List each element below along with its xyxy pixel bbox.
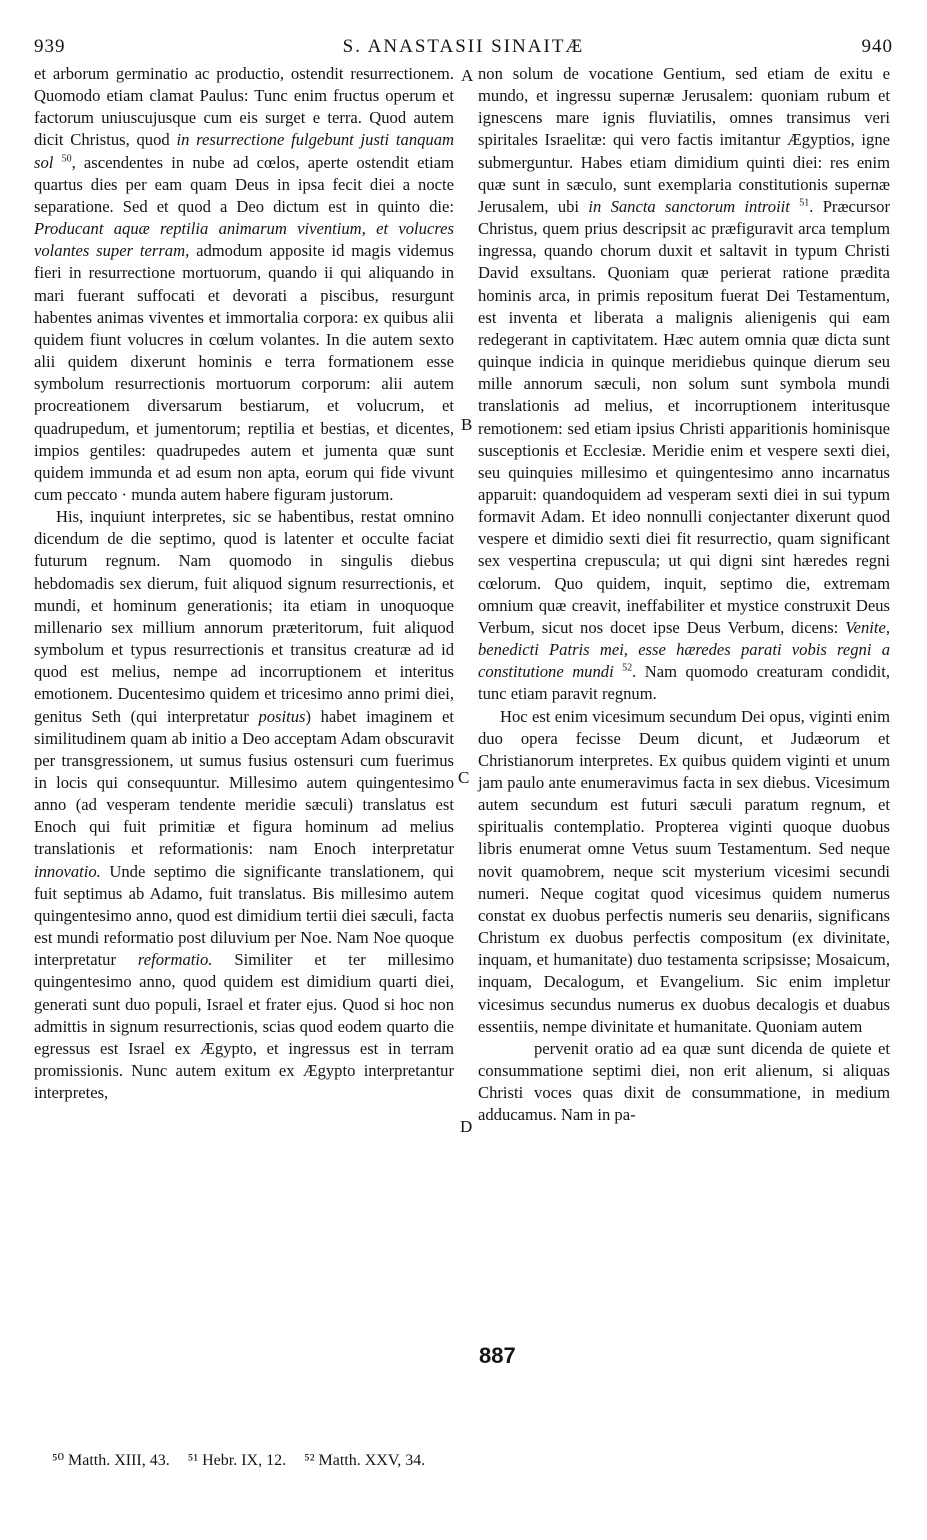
- footnote-52: ⁵² Matth. XXV, 34.: [304, 1452, 426, 1469]
- footnote-50: ⁵⁰ Matth. XIII, 43.: [52, 1452, 170, 1469]
- italic-quote: Venite, benedicti Patris mei, esse hæredes parati vobis regni a constitutione mundi: [478, 617, 890, 682]
- margin-letter-d: D: [460, 1117, 473, 1136]
- column-number-marker: 887: [479, 1343, 516, 1368]
- italic-word: innovatio.: [34, 861, 101, 881]
- italic-word: reformatio.: [137, 950, 213, 970]
- italic-word: positus: [258, 706, 306, 726]
- text-run: , ascendentes in nube ad cœlos, aperte ostendit etiam quartus dies per eam quam Deus in ipsa fecit diei a nocte separatione. Sed et quod a Deo dictum est in quinto die:: [34, 152, 454, 216]
- text-run: Hoc est enim vicesimum secundum Dei opus, viginti enim duo opera fecisse Deum dicunt, et Judæorum et Christianorum interpretes. Ex quibus quidem viginti et unum jam paulo ante enumeravimus facta in sex diebus. Vicesimum autem secundum est futuri sæculi paratum regnum, et spiritualis contemplatio. Propterea viginti quoque duobus libris enumerat omne Vetus suum Testamentum. Sed neque novit quamobrem, neque scit mysterium vicesimi secundi numeri. Neque cogitat quod vicesimus quidem numerus constat ex duobus perfectis numeris seu denariis, significans Christum ex duobus perfectis compositum (ex divinitate, inquam, et humanitate) duo testamenta scripsisse; Mosaicum, inquam, Decalogum, et Evangelium. Sic enim impletur vicesimus secundus numerus ex duobus decalogis et duabus essentiis, nempe divinitate et humanitate. Quoniam autem: [478, 706, 890, 1036]
- footnote-51: ⁵¹ Hebr. IX, 12.: [187, 1452, 287, 1469]
- footnote-ref: 51: [799, 197, 810, 209]
- margin-letter-c: C: [458, 768, 470, 787]
- footnote-ref: 52: [622, 662, 633, 674]
- text-run: . Præcursor Christus, quem prius descripsit ac præfiguravit arca templum ingressa, quando chorum duxit et saltavit in typum Christi David exsultans. Quoniam quæ perierat ratione prædita hominis arca, in primis repositum fuerat Dei Testamentum, est inventa et liberata a malignis alienigenis qui eam redegerant in captivitatem. Hæc autem omnia quæ dicta sunt quinque indicia in quinque meridiebus quinque dierum seu mille annorum sæculi, non solum sunt symbola mundi translationis ad melius, et incorruptionem interitusque remotionem: sed etiam ipsius Christi apparitionis hominisque susceptionis et Ecclesiæ. Meridie enim et vespere sexti diei, seu quinquies millesimo et quingentesimo anno incarnatus apparuit: quandoquidem ad vesperam sexti diei in sui typum formavit Adam. Et ideo nonnulli conjectanter dixerunt quod vespere et dimidio sexti diei fit resurrectio, quam significant sex vespertina crepuscula; ut qui digni sint hæredes regni cœlorum. Quo quidem, inquit, septimo die, extremam omnium quæ creavit, ineffabiliter et mystice construxit Deus Verbum, sicut nos docet ipse Deus Verbum, dicens:: [478, 196, 890, 637]
- running-title: S. ANASTASII SINAITÆ: [342, 36, 585, 57]
- italic-quote: in Sancta sanctorum introiit: [588, 196, 790, 216]
- italic-quote: in resurrectione fulgebunt justi tanquam sol: [34, 130, 454, 172]
- page-number-right: 940: [861, 36, 893, 57]
- right-paragraph-1: [478, 63, 890, 706]
- italic-quote: Producant aquæ reptilia animarum viventium, et volucres volantes super terram,: [34, 219, 454, 261]
- footnote-ref: 50: [61, 153, 72, 165]
- text-run: non solum de vocatione Gentium, sed etiam de exitu e mundo, et ingressu supernæ Jerusalem: quoniam rubum et ignescens mare ignis fluviatilis, omnes transimus veri spiritales Israelitæ: qui vero factis imitantur Ægyptios, igne submerguntur. Habes etiam dimidium quinti diei: res enim quæ sunt in sæculo, sunt exemplaria constitutionis supernæ Jerusalem, ubi: [478, 64, 890, 216]
- text-run: . Nam quomodo creaturam condidit, tunc etiam paravit regnum.: [478, 662, 891, 704]
- text-run: admodum apposite id magis videmus fieri in resurrectione mortuorum, quando ii qui aliquando in mari fuerant suffocati et devorati a piscibus, resurgunt habentes animas viventes et immortalia corpora: ex quibus alii quidem fiunt volucres in cœlum volantes. In die autem sexto alii quidem dixerunt hominis e terra formationem esse symbolum resurrectionis mortuorum corporum: alii autem procreationem diversarum bestiarum, et volucrum, et quadrupedum, et jumentorum; reptilia et bestias, et dicentes, impios gentiles: quadrupedes autem et jumenta quæ sunt quidem immunda et ad esum non apta, eorum qui fide vivunt cum peccato · munda autem habere figuram justorum.: [34, 241, 454, 504]
- page-number-left: 939: [34, 36, 66, 57]
- left-paragraph-1: [34, 63, 454, 506]
- text-run: et arborum germinatio ac productio, ostendit resurrectionem. Quomodo etiam clamat Paulus: Tunc enim fructus operum et factorum uniuscujusque cum eis surget e terra. Quod autem dicit Christus, quod: [34, 64, 454, 150]
- text-run: Similiter et ter millesimo quingentesimo anno, quod quidem est dimidium quarti diei, generati sunt duo populi, Israel et frater ejus. Quod si hoc non admittis in signum resurrectionis, scias quod eodem quarto die egressus est Israel ex Ægypto, et ingressus est in terram promissionis. Nunc autem exitum ex Ægypto interpretantur interpretes,: [34, 950, 455, 1103]
- left-paragraph-2: [34, 506, 454, 1104]
- text-run: His, inquiunt interpretes, sic se habentibus, restat omnino dicendum de die septimo, quod is latenter et occulte faciat futurum regnum. Nam quomodo in singulis diebus hebdomadis sex dierum, fuit aliquod signum resurrectionis, et mundi, et hominum generationis; ita etiam in unoquoque millenario sex millium annorum præteritorum, fuit aliquod symbolum et typus resurrectionis et transitus creaturæ ad id quod est melius, nempe ad incorruptionem et interitus emotionem. Ducentesimo quidem et tricesimo anno primi diei, genitus Seth (qui interpretatur: [34, 507, 454, 726]
- text-run: ) habet imaginem et similitudinem quam ab initio a Deo acceptam Adam obscuravit per transgressionem, ut sumus fusius ostensuri cum fuerimus in locis qui consequuntur. Millesimo autem quingentesimo anno (ad vesperam tendente meridie sæculi) translatus est Enoch qui fuit primitiæ et figura hominum ad melius translationis et reformationis: nam Enoch interpretatur: [34, 706, 454, 859]
- right-column: [478, 63, 890, 1127]
- text-run: pervenit oratio ad ea quæ sunt dicenda de quiete et consummatione septimi diei, non erit alienum, si aliquas Christi voces quas dixit de consummatione, in medium adducamus. Nam in pa-: [478, 1038, 890, 1125]
- right-paragraph-2: [478, 706, 890, 1127]
- text-run: Unde septimo die significante translationem, qui fuit septimus ab Adamo, fuit translatus. Bis millesimo autem quingentesimo anno, quod est dimidium tertii diei sæculi, facta est mundi reformatio post diluvium per Noe. Nam Noe quoque interpretatur: [34, 861, 454, 970]
- footnotes: [52, 1450, 439, 1470]
- margin-letter-a: A: [461, 66, 474, 85]
- margin-letter-b: B: [461, 415, 473, 434]
- left-column: [34, 63, 454, 1104]
